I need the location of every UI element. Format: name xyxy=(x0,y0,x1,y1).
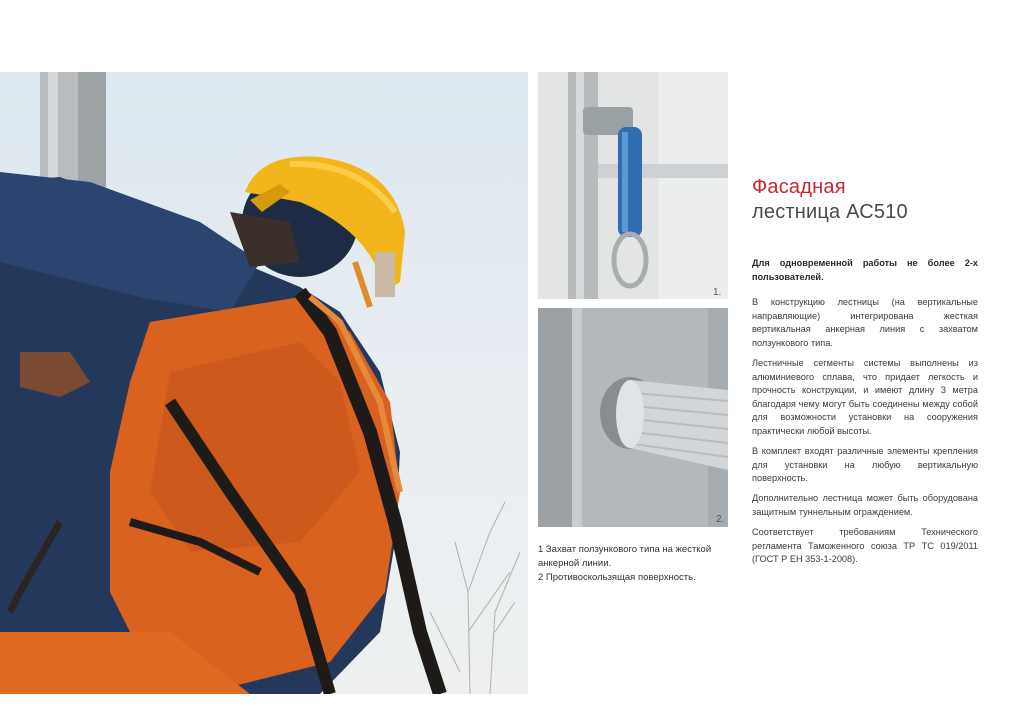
tree-branches xyxy=(430,502,520,694)
worker-on-ladder-photo xyxy=(0,72,528,694)
photo-number-1: 1. xyxy=(713,287,722,298)
paragraph-4: Дополнительно лестница может быть оборудована защитным туннельным ограждением. xyxy=(752,493,978,517)
description-text xyxy=(752,257,978,573)
slider-grab-illustration xyxy=(538,72,728,299)
worker-illustration xyxy=(0,72,528,694)
anti-slip-rung-illustration xyxy=(538,308,728,527)
paragraph-1: В конструкцию лестницы (на вертикальные направляющие) интегрирована жесткая вертикальная анкерная линия с захватом ползункового типа. xyxy=(752,297,978,348)
anti-slip-rung-photo xyxy=(538,308,728,527)
rung xyxy=(598,164,728,178)
paragraph-5: Соответствует требованиям Технического регламента Таможенного союза ТР ТС 019/2011 (ГОСТ Р ЕН 353-1-2008). xyxy=(752,527,978,565)
caption-2: 2 Противоскользящая поверхность. xyxy=(538,572,696,583)
shock-absorber xyxy=(618,127,642,237)
rail-profile xyxy=(538,308,572,527)
photo-number-2: 2. xyxy=(716,514,725,525)
paragraph-2: Лестничные сегменты системы выполнены из алюминиевого сплава, что придает легкость и прочность конструкции, и имеют длину 3 метра благодаря чему могут быть соединены между собой для возможности установки на сооружения практически любой высоты. xyxy=(752,358,978,437)
lead-paragraph: Для одновременной работы не более 2-х пользователей. xyxy=(752,258,978,282)
title-line-2: лестница АС510 xyxy=(752,201,908,223)
paragraph-3: В комплект входят различные элементы крепления для установки на любую вертикальную поверхность. xyxy=(752,446,978,484)
caption-1: 1 Захват ползункового типа на жесткой анкерной линии. xyxy=(538,544,712,569)
slider-grab-photo xyxy=(538,72,728,299)
title-line-1: Фасадная xyxy=(752,176,846,198)
photo-captions xyxy=(538,543,733,585)
